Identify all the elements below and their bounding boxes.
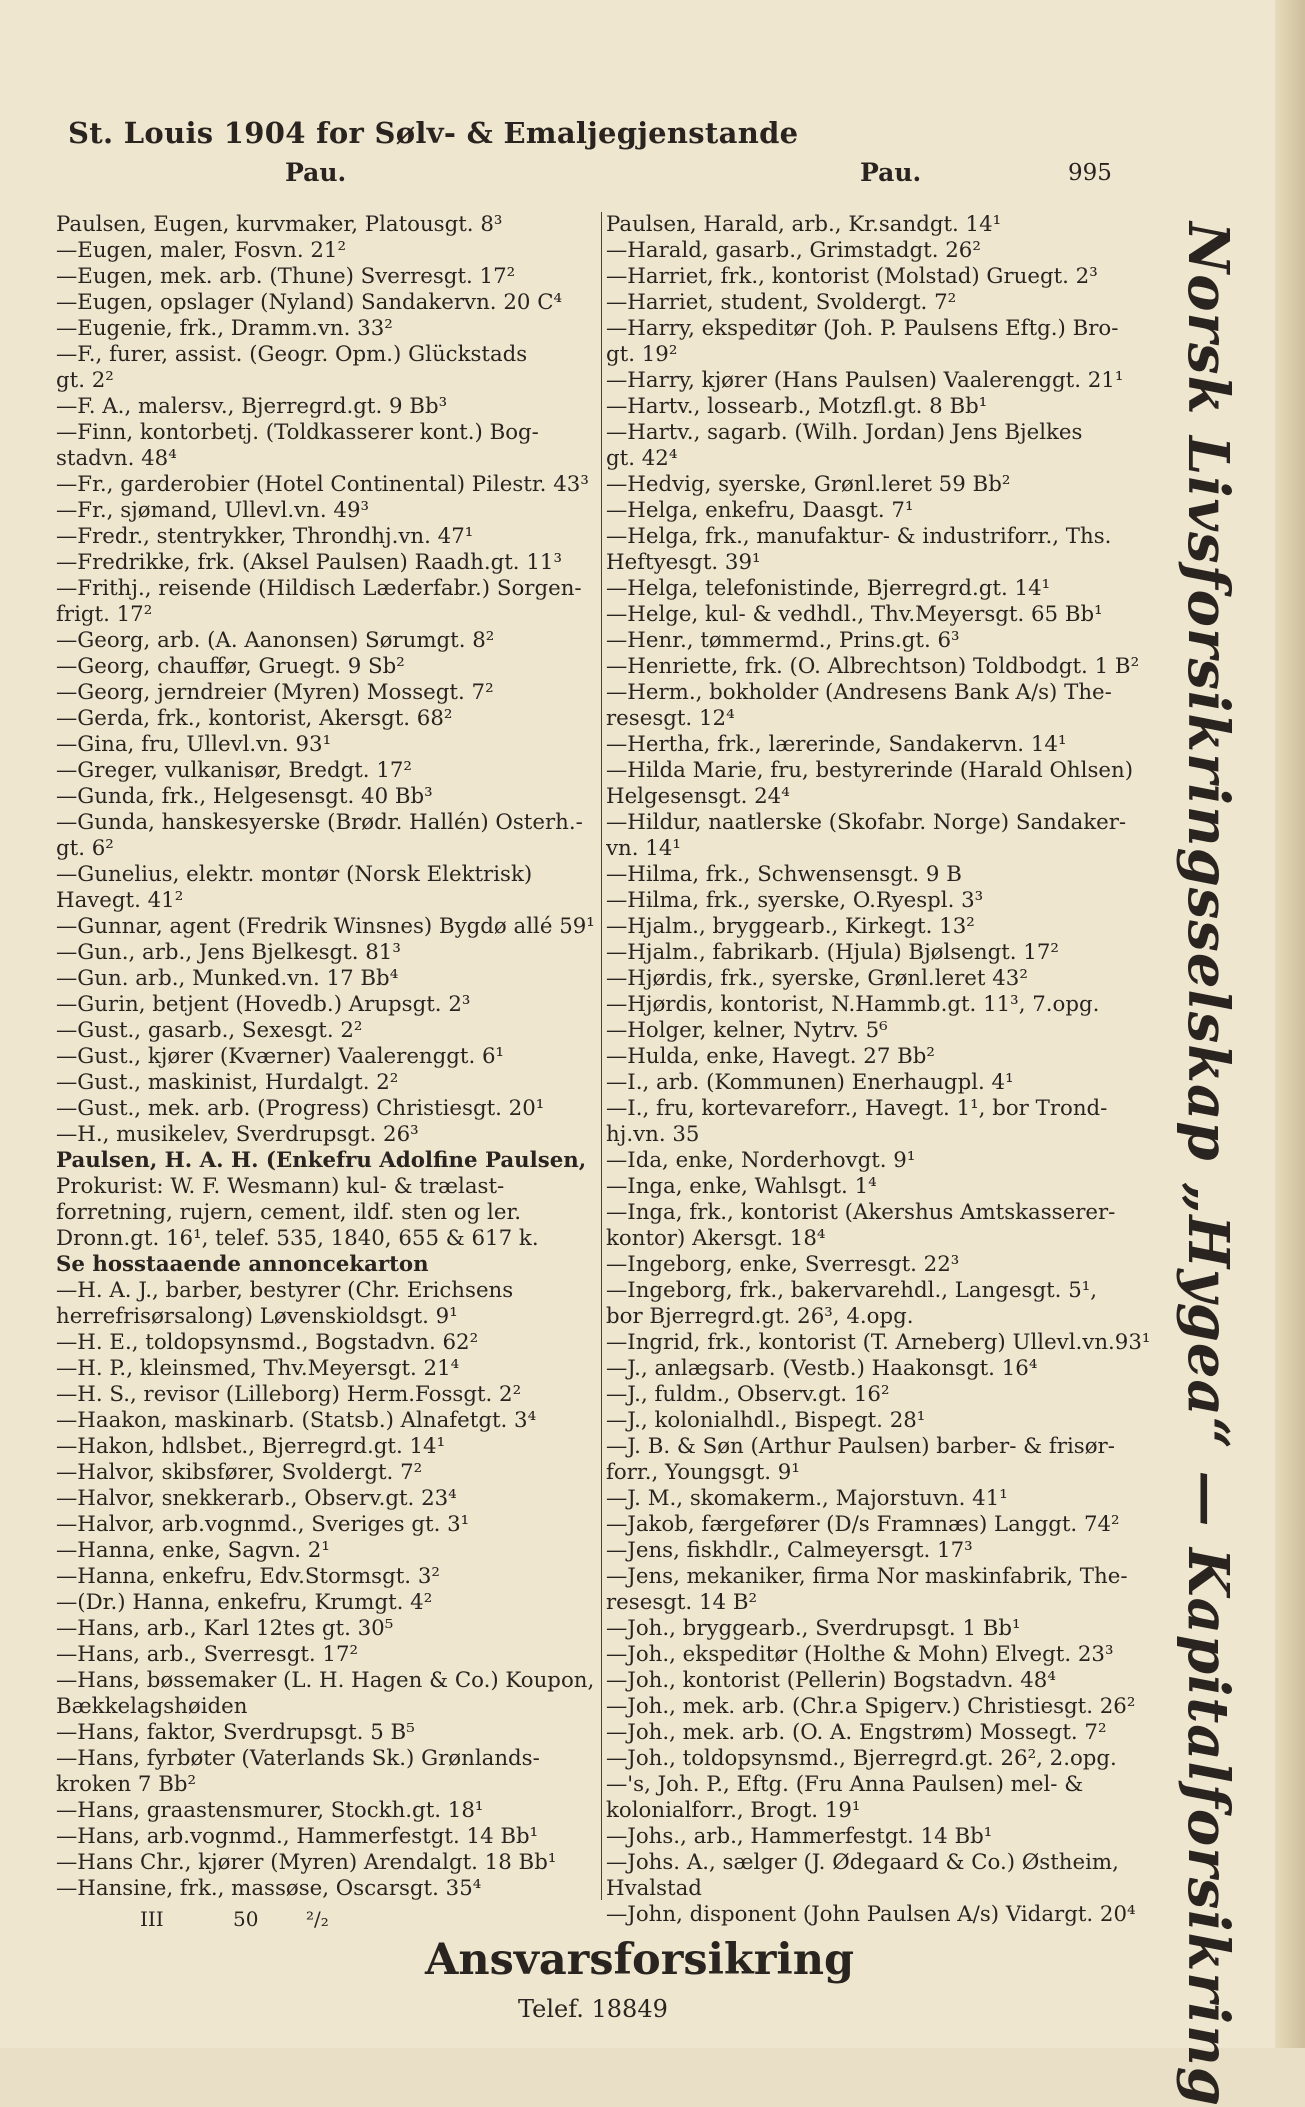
- directory-entry: Helgesensgt. 24⁴: [606, 784, 790, 809]
- directory-entry: —Hjørdis, frk., syerske, Grønl.leret 43²: [606, 966, 1028, 991]
- directory-entry: —Gust., mek. arb. (Progress) Christiesgt. 20¹: [56, 1096, 545, 1121]
- directory-entry: —(Dr.) Hanna, enkefru, Krumgt. 4²: [56, 1590, 433, 1615]
- directory-entry: —Joh., ekspeditør (Holthe & Mohn) Elvegt. 23³: [606, 1642, 1114, 1667]
- directory-entry: forretning, rujern, cement, ildf. sten og ler.: [56, 1200, 522, 1225]
- directory-entry: —Halvor, arb.vognmd., Sveriges gt. 3¹: [56, 1512, 470, 1537]
- directory-entry: —Joh., kontorist (Pellerin) Bogstadvn. 48⁴: [606, 1668, 1056, 1693]
- directory-entry: —Hans, arb., Sverresgt. 17²: [56, 1642, 359, 1667]
- directory-entry: kroken 7 Bb²: [56, 1772, 197, 1797]
- directory-entry: —'s, Joh. P., Eftg. (Fru Anna Paulsen) mel- &: [606, 1772, 1084, 1797]
- directory-entry: Havegt. 41²: [56, 888, 184, 913]
- footer-code-number: 50: [233, 1907, 259, 1931]
- directory-entry: —Gina, fru, Ullevl.vn. 93¹: [56, 732, 332, 757]
- directory-entry: —Gunelius, elektr. montør (Norsk Elektrisk): [56, 862, 533, 887]
- directory-entry: —Inga, enke, Wahlsgt. 1⁴: [606, 1174, 877, 1199]
- directory-entry: Bækkelagshøiden: [56, 1694, 248, 1719]
- directory-entry: —Hans, bøssemaker (L. H. Hagen & Co.) Koupon,: [56, 1668, 595, 1693]
- right-column: [606, 212, 1154, 1928]
- directory-entry: —H. S., revisor (Lilleborg) Herm.Fossgt. 2²: [56, 1382, 522, 1407]
- directory-entry: —Hildur, naatlerske (Skofabr. Norge) Sandaker-: [606, 810, 1127, 835]
- directory-entry: —Hans, fyrbøter (Vaterlands Sk.) Grønlands-: [56, 1746, 540, 1771]
- directory-entry: —Hartv., lossearb., Motzfl.gt. 8 Bb¹: [606, 394, 988, 419]
- directory-entry: —Hulda, enke, Havegt. 27 Bb²: [606, 1044, 935, 1069]
- directory-entry: resesgt. 14 B²: [606, 1590, 758, 1615]
- directory-entry: kolonialforr., Brogt. 19¹: [606, 1798, 861, 1823]
- directory-entry: —Jens, mekaniker, firma Nor maskinfabrik, The-: [606, 1564, 1128, 1589]
- directory-entry: —Hjørdis, kontorist, N.Hammb.gt. 11³, 7.opg.: [606, 992, 1100, 1017]
- directory-entry: —Harriet, student, Svoldergt. 7²: [606, 290, 957, 315]
- directory-entry: —H., musikelev, Sverdrupsgt. 26³: [56, 1122, 419, 1147]
- directory-entry: —Fredrikke, frk. (Aksel Paulsen) Raadh.gt. 11³: [56, 550, 562, 575]
- directory-entry: gt. 42⁴: [606, 446, 678, 471]
- directory-entry: —Harry, ekspeditør (Joh. P. Paulsens Eftg.) Bro-: [606, 316, 1119, 341]
- directory-entry: —Hans, graastensmurer, Stockh.gt. 18¹: [56, 1798, 484, 1823]
- directory-entry: —Gurin, betjent (Hovedb.) Arupsgt. 2³: [56, 992, 471, 1017]
- directory-entry: —Gust., kjører (Kværner) Vaalerenggt. 6¹: [56, 1044, 505, 1069]
- directory-entry: forr., Youngsgt. 9¹: [606, 1460, 800, 1485]
- directory-entry: bor Bjerregrd.gt. 26³, 4.opg.: [606, 1304, 914, 1329]
- directory-entry: —Hertha, frk., lærerinde, Sandakervn. 14¹: [606, 732, 1067, 757]
- directory-entry: —Helga, telefonistinde, Bjerregrd.gt. 14¹: [606, 576, 1051, 601]
- left-column: [56, 212, 601, 1902]
- directory-entry: Paulsen, Eugen, kurvmaker, Platousgt. 8³: [56, 212, 503, 237]
- directory-entry: —Ingeborg, enke, Sverresgt. 22³: [606, 1252, 960, 1277]
- footer-code-roman: III: [140, 1907, 164, 1931]
- footer-code-fraction: ²/₂: [306, 1907, 329, 1931]
- directory-entry: —J. B. & Søn (Arthur Paulsen) barber- & frisør-: [606, 1434, 1115, 1459]
- directory-entry: —Gunda, frk., Helgesensgt. 40 Bb³: [56, 784, 433, 809]
- directory-entry: —Joh., toldopsynsmd., Bjerregrd.gt. 26², 2.opg.: [606, 1746, 1117, 1771]
- directory-entry: —H. A. J., barber, bestyrer (Chr. Erichsens: [56, 1278, 514, 1303]
- directory-entry: Paulsen, H. A. H. (Enkefru Adolfine Paulsen,: [56, 1148, 587, 1173]
- directory-entry: —Joh., mek. arb. (Chr.a Spigerv.) Christiesgt. 26²: [606, 1694, 1136, 1719]
- directory-entry: —Halvor, skibsfører, Svoldergt. 7²: [56, 1460, 423, 1485]
- directory-entry: kontor) Akersgt. 18⁴: [606, 1226, 826, 1251]
- directory-entry: herrefrisørsalong) Løvenskioldsgt. 9¹: [56, 1304, 458, 1329]
- directory-entry: —Hans, arb.vognmd., Hammerfestgt. 14 Bb¹: [56, 1824, 539, 1849]
- directory-entry: —Ingeborg, frk., bakervarehdl., Langesgt. 5¹,: [606, 1278, 1098, 1303]
- directory-entry: —Jens, fiskhdlr., Calmeyersgt. 17³: [606, 1538, 973, 1563]
- directory-entry: —Henr., tømmermd., Prins.gt. 6³: [606, 628, 960, 653]
- directory-entry: —J. M., skomakerm., Majorstuvn. 41¹: [606, 1486, 1008, 1511]
- directory-entry: —Hilma, frk., Schwensensgt. 9 B: [606, 862, 962, 887]
- directory-entry: —Hjalm., bryggearb., Kirkegt. 13²: [606, 914, 975, 939]
- directory-entry: —F., furer, assist. (Geogr. Opm.) Glückstads: [56, 342, 528, 367]
- directory-entry: —J., fuldm., Observ.gt. 16²: [606, 1382, 890, 1407]
- directory-entry: —Hanna, enkefru, Edv.Stormsgt. 3²: [56, 1564, 440, 1589]
- bottom-ad-phone: Telef. 18849: [518, 1995, 668, 2023]
- directory-entry: —F. A., malersv., Bjerregrd.gt. 9 Bb³: [56, 394, 448, 419]
- directory-entry: —Harriet, frk., kontorist (Molstad) Gruegt. 2³: [606, 264, 1098, 289]
- directory-entry: —Gerda, frk., kontorist, Akersgt. 68²: [56, 706, 453, 731]
- directory-entry: —Fr., sjømand, Ullevl.vn. 49³: [56, 498, 370, 523]
- directory-entry: —Georg, jerndreier (Myren) Mossegt. 7²: [56, 680, 494, 705]
- directory-entry: —Ingrid, frk., kontorist (T. Arneberg) Ullevl.vn.93¹: [606, 1330, 1151, 1355]
- directory-entry: —Hansine, frk., massøse, Oscarsgt. 35⁴: [56, 1876, 482, 1901]
- directory-entry: —Georg, chauffør, Gruegt. 9 Sb²: [56, 654, 405, 679]
- directory-entry: —Hans Chr., kjører (Myren) Arendalgt. 18 Bb¹: [56, 1850, 557, 1875]
- directory-entry: —Hans, faktor, Sverdrupsgt. 5 B⁵: [56, 1720, 415, 1745]
- directory-entry: —Hilda Marie, fru, bestyrerinde (Harald Ohlsen): [606, 758, 1134, 783]
- directory-entry: —Eugen, opslager (Nyland) Sandakervn. 20 C⁴: [56, 290, 563, 315]
- directory-entry: —Georg, arb. (A. Aanonsen) Sørumgt. 8²: [56, 628, 495, 653]
- directory-entry: gt. 6²: [56, 836, 114, 861]
- column-heading-left: Pau.: [285, 158, 347, 187]
- directory-entry: —Eugenie, frk., Dramm.vn. 33²: [56, 316, 393, 341]
- directory-entry: —Hedvig, syerske, Grønl.leret 59 Bb²: [606, 472, 1011, 497]
- directory-entry: —H. P., kleinsmed, Thv.Meyersgt. 21⁴: [56, 1356, 460, 1381]
- directory-entry: —Haakon, maskinarb. (Statsb.) Alnafetgt. 3⁴: [56, 1408, 537, 1433]
- directory-entry: Dronn.gt. 16¹, telef. 535, 1840, 655 & 617 k.: [56, 1226, 539, 1251]
- directory-entry: Heftyesgt. 39¹: [606, 550, 761, 575]
- page-number: 995: [1068, 160, 1112, 186]
- top-banner-ad: St. Louis 1904 for Sølv- & Emaljegjenstande: [68, 116, 799, 150]
- directory-entry: —Frithj., reisende (Hildisch Læderfabr.) Sorgen-: [56, 576, 582, 601]
- directory-entry: —Gust., gasarb., Sexesgt. 2²: [56, 1018, 363, 1043]
- bottom-ad-title: Ansvarsforsikring: [425, 1935, 855, 1985]
- directory-entry: —I., fru, kortevareforr., Havegt. 1¹, bor Trond-: [606, 1096, 1108, 1121]
- directory-entry: —Helge, kul- & vedhdl., Thv.Meyersgt. 65 Bb¹: [606, 602, 1103, 627]
- directory-entry: Hvalstad: [606, 1876, 702, 1901]
- directory-entry: —Gun., arb., Jens Bjelkesgt. 81³: [56, 940, 401, 965]
- directory-entry: —Gun. arb., Munked.vn. 17 Bb⁴: [56, 966, 399, 991]
- side-banner-ad: Norsk Livsforsikringsselskap „Hygea“ — Kapitalforsikring: [1175, 222, 1241, 2107]
- directory-entry: —Herm., bokholder (Andresens Bank A/s) The-: [606, 680, 1112, 705]
- directory-entry: —Gunnar, agent (Fredrik Winsnes) Bygdø allé 59¹: [56, 914, 595, 939]
- directory-entry: vn. 14¹: [606, 836, 681, 861]
- directory-entry: —Hanna, enke, Sagvn. 2¹: [56, 1538, 330, 1563]
- directory-entry: —Johs., arb., Hammerfestgt. 14 Bb¹: [606, 1824, 993, 1849]
- directory-entry: —Hjalm., fabrikarb. (Hjula) Bjølsengt. 17²: [606, 940, 1059, 965]
- directory-entry: —Holger, kelner, Nytrv. 5⁶: [606, 1018, 888, 1043]
- directory-entry: —Finn, kontorbetj. (Toldkasserer kont.) Bog-: [56, 420, 539, 445]
- directory-entry: —Johs. A., sælger (J. Ødegaard & Co.) Østheim,: [606, 1850, 1119, 1875]
- directory-entry: —Jakob, færgefører (D/s Framnæs) Langgt. 74²: [606, 1512, 1120, 1537]
- directory-entry: —Fr., garderobier (Hotel Continental) Pilestr. 43³: [56, 472, 589, 497]
- directory-entry: —Hartv., sagarb. (Wilh. Jordan) Jens Bjelkes: [606, 420, 1083, 445]
- directory-entry: —Inga, frk., kontorist (Akershus Amtskasserer-: [606, 1200, 1116, 1225]
- directory-entry: Paulsen, Harald, arb., Kr.sandgt. 14¹: [606, 212, 1002, 237]
- directory-entry: —John, disponent (John Paulsen A/s) Vidargt. 20⁴: [606, 1902, 1136, 1927]
- directory-entry: —Hans, arb., Karl 12tes gt. 30⁵: [56, 1616, 394, 1641]
- directory-entry: —Helga, frk., manufaktur- & industriforr., Ths.: [606, 524, 1112, 549]
- directory-entry: gt. 19²: [606, 342, 678, 367]
- directory-entry: gt. 2²: [56, 368, 114, 393]
- directory-entry: frigt. 17²: [56, 602, 153, 627]
- directory-entry: —Helga, enkefru, Daasgt. 7¹: [606, 498, 914, 523]
- directory-entry: —Ida, enke, Norderhovgt. 9¹: [606, 1148, 916, 1173]
- directory-entry: —Hilma, frk., syerske, O.Ryespl. 3³: [606, 888, 984, 913]
- directory-entry: —I., arb. (Kommunen) Enerhaugpl. 4¹: [606, 1070, 1014, 1095]
- directory-entry: —Harry, kjører (Hans Paulsen) Vaalerenggt. 21¹: [606, 368, 1124, 393]
- page-edge: [1275, 0, 1305, 2048]
- directory-entry: —Hakon, hdlsbet., Bjerregrd.gt. 14¹: [56, 1434, 446, 1459]
- directory-entry: —Gunda, hanskesyerske (Brødr. Hallén) Osterh.-: [56, 810, 583, 835]
- directory-entry: —Joh., bryggearb., Sverdrupsgt. 1 Bb¹: [606, 1616, 1021, 1641]
- directory-entry: —J., kolonialhdl., Bispegt. 28¹: [606, 1408, 926, 1433]
- column-heading-right: Pau.: [860, 158, 922, 187]
- directory-entry: —Fredr., stentrykker, Throndhj.vn. 47¹: [56, 524, 474, 549]
- directory-entry: —Eugen, maler, Fosvn. 21²: [56, 238, 347, 263]
- directory-entry: hj.vn. 35: [606, 1122, 700, 1147]
- directory-entry: —Gust., maskinist, Hurdalgt. 2²: [56, 1070, 399, 1095]
- directory-entry: Prokurist: W. F. Wesmann) kul- & trælast-: [56, 1174, 505, 1199]
- directory-entry: —J., anlægsarb. (Vestb.) Haakonsgt. 16⁴: [606, 1356, 1038, 1381]
- directory-entry: —Joh., mek. arb. (O. A. Engstrøm) Mossegt. 7²: [606, 1720, 1107, 1745]
- directory-entry: —Halvor, snekkerarb., Observ.gt. 23⁴: [56, 1486, 457, 1511]
- directory-entry: —Greger, vulkanisør, Bredgt. 17²: [56, 758, 412, 783]
- column-divider: [601, 212, 602, 1900]
- directory-entry: —Henriette, frk. (O. Albrechtson) Toldbodgt. 1 B²: [606, 654, 1140, 679]
- directory-entry: Se hosstaaende annoncekarton: [56, 1252, 429, 1277]
- directory-entry: —H. E., toldopsynsmd., Bogstadvn. 62²: [56, 1330, 479, 1355]
- directory-entry: —Eugen, mek. arb. (Thune) Sverresgt. 17²: [56, 264, 516, 289]
- directory-entry: stadvn. 48⁴: [56, 446, 177, 471]
- directory-entry: —Harald, gasarb., Grimstadgt. 26²: [606, 238, 981, 263]
- directory-entry: resesgt. 12⁴: [606, 706, 735, 731]
